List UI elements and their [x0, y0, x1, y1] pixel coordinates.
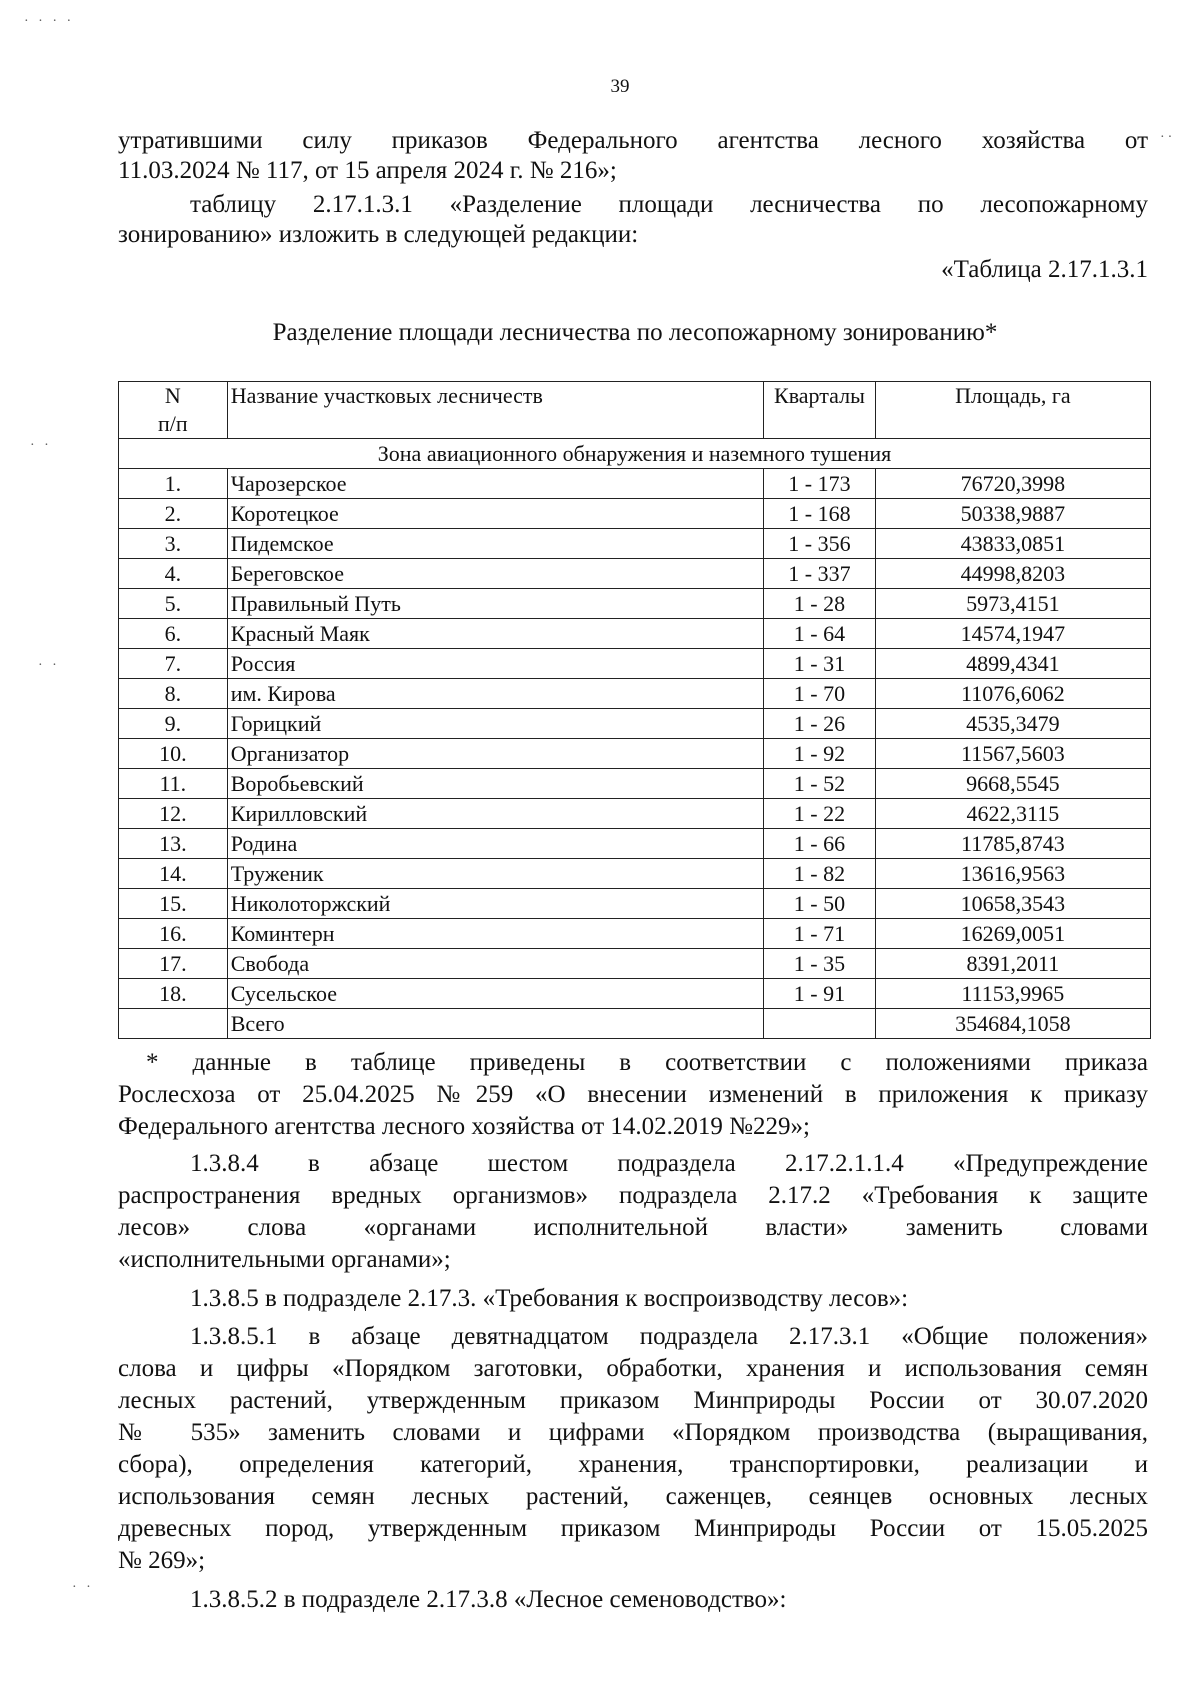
cell-forestry-name: Воробьевский	[227, 769, 763, 799]
table-row	[119, 529, 1151, 559]
cell-number: 6.	[119, 619, 228, 649]
header-name: Название участковых лесничеств	[227, 382, 763, 439]
zone-row	[119, 439, 1151, 469]
paragraph-2: 1.3.8.5 в подразделе 2.17.3. «Требования к воспроизводству лесов»:	[190, 1285, 909, 1312]
cell-quarters: 1 - 22	[764, 799, 876, 829]
paragraph-3-line-5: сбора), определения категорий, хранения, транспортировки, реализации и	[118, 1451, 1148, 1478]
scan-speck: ··	[1160, 130, 1176, 145]
cell-quarters: 1 - 91	[764, 979, 876, 1009]
table-row	[119, 619, 1151, 649]
paragraph-3-line-1: 1.3.8.5.1 в абзаце девятнадцатом подраздела 2.17.3.1 «Общие положения»	[190, 1323, 1148, 1350]
cell-quarters: 1 - 66	[764, 829, 876, 859]
scan-speck: · ·	[30, 438, 52, 453]
cell-forestry-name: Коминтерн	[227, 919, 763, 949]
table-title: Разделение площади лесничества по лесопожарному зонированию*	[272, 319, 998, 346]
table-label: «Таблица 2.17.1.3.1	[941, 256, 1148, 283]
cell-area: 50338,9887	[875, 499, 1150, 529]
scan-speck: · · · ·	[24, 14, 75, 29]
cell-area: 8391,2011	[875, 949, 1150, 979]
cell-quarters: 1 - 35	[764, 949, 876, 979]
cell-forestry-name: Организатор	[227, 739, 763, 769]
zone-title: Зона авиационного обнаружения и наземного тушения	[119, 439, 1151, 469]
cell-area: 4899,4341	[875, 649, 1150, 679]
table-row	[119, 979, 1151, 1009]
cell-number: 12.	[119, 799, 228, 829]
cell-area: 5973,4151	[875, 589, 1150, 619]
paragraph-3-line-7: древесных пород, утвержденным приказом Минприроды России от 15.05.2025	[118, 1515, 1148, 1542]
scan-speck: · ·	[38, 658, 60, 673]
cell-area: 4535,3479	[875, 709, 1150, 739]
cell-forestry-name: Правильный Путь	[227, 589, 763, 619]
intro-line-2: 11.03.2024 № 117, от 15 апреля 2024 г. № 216»;	[118, 157, 617, 184]
cell-area: 9668,5545	[875, 769, 1150, 799]
cell-quarters: 1 - 50	[764, 889, 876, 919]
cell-number: 13.	[119, 829, 228, 859]
cell-number	[119, 1009, 228, 1039]
cell-quarters: 1 - 337	[764, 559, 876, 589]
cell-number: 14.	[119, 859, 228, 889]
cell-forestry-name: Пидемское	[227, 529, 763, 559]
cell-area: 16269,0051	[875, 919, 1150, 949]
paragraph-1-line-1: 1.3.8.4 в абзаце шестом подраздела 2.17.2.1.1.4 «Предупреждение	[190, 1150, 1148, 1177]
cell-area: 4622,3115	[875, 799, 1150, 829]
cell-quarters: 1 - 52	[764, 769, 876, 799]
cell-number: 15.	[119, 889, 228, 919]
cell-forestry-name: Всего	[227, 1009, 763, 1039]
cell-forestry-name: им. Кирова	[227, 679, 763, 709]
cell-number: 11.	[119, 769, 228, 799]
cell-area: 11153,9965	[875, 979, 1150, 1009]
zoning-table	[118, 381, 1151, 1039]
paragraph-3-line-2: слова и цифры «Порядком заготовки, обработки, хранения и использования семян	[118, 1355, 1148, 1382]
cell-number: 9.	[119, 709, 228, 739]
paragraph-4: 1.3.8.5.2 в подразделе 2.17.3.8 «Лесное семеноводство»:	[190, 1586, 787, 1613]
table-row	[119, 829, 1151, 859]
page-number: 39	[610, 76, 630, 97]
table-row	[119, 709, 1151, 739]
cell-number: 7.	[119, 649, 228, 679]
table-row	[119, 739, 1151, 769]
scan-speck: · ·	[72, 1580, 94, 1595]
cell-area: 43833,0851	[875, 529, 1150, 559]
cell-forestry-name: Красный Маяк	[227, 619, 763, 649]
cell-number: 2.	[119, 499, 228, 529]
cell-number: 3.	[119, 529, 228, 559]
table-row	[119, 859, 1151, 889]
cell-forestry-name: Коротецкое	[227, 499, 763, 529]
table-row	[119, 679, 1151, 709]
cell-forestry-name: Горицкий	[227, 709, 763, 739]
cell-forestry-name: Чарозерское	[227, 469, 763, 499]
intro-line-1: утратившими силу приказов Федерального агентства лесного хозяйства от	[118, 127, 1148, 154]
table-row	[119, 919, 1151, 949]
cell-forestry-name: Свобода	[227, 949, 763, 979]
cell-number: 1.	[119, 469, 228, 499]
cell-forestry-name: Россия	[227, 649, 763, 679]
cell-quarters: 1 - 26	[764, 709, 876, 739]
cell-forestry-name: Береговское	[227, 559, 763, 589]
table-row	[119, 799, 1151, 829]
total-row	[119, 1009, 1151, 1039]
paragraph-3-line-3: лесных растений, утвержденным приказом Минприроды России от 30.07.2020	[118, 1387, 1148, 1414]
cell-quarters: 1 - 173	[764, 469, 876, 499]
table-row	[119, 559, 1151, 589]
cell-forestry-name: Родина	[227, 829, 763, 859]
cell-number: 4.	[119, 559, 228, 589]
cell-forestry-name: Труженик	[227, 859, 763, 889]
table-header-row	[119, 382, 1151, 439]
table-row	[119, 469, 1151, 499]
paragraph-3-line-4: № 535» заменить словами и цифрами «Порядком производства (выращивания,	[118, 1419, 1148, 1446]
cell-quarters: 1 - 31	[764, 649, 876, 679]
cell-forestry-name: Сусельское	[227, 979, 763, 1009]
paragraph-1-line-3: лесов» слова «органами исполнительной власти» заменить словами	[118, 1214, 1148, 1241]
cell-forestry-name: Николоторжский	[227, 889, 763, 919]
paragraph-1-line-2: распространения вредных организмов» подраздела 2.17.2 «Требования к защите	[118, 1182, 1148, 1209]
cell-area: 11567,5603	[875, 739, 1150, 769]
table-row	[119, 499, 1151, 529]
cell-area: 11785,8743	[875, 829, 1150, 859]
table-row	[119, 769, 1151, 799]
intro-paragraph-line-2: зонированию» изложить в следующей редакции:	[118, 221, 639, 248]
cell-quarters	[764, 1009, 876, 1039]
table-row	[119, 949, 1151, 979]
footnote-line-3: Федерального агентства лесного хозяйства от 14.02.2019 №229»;	[118, 1113, 810, 1140]
cell-number: 10.	[119, 739, 228, 769]
paragraph-1-line-4: «исполнительными органами»;	[118, 1246, 451, 1273]
cell-number: 8.	[119, 679, 228, 709]
cell-quarters: 1 - 70	[764, 679, 876, 709]
paragraph-3-line-6: использования семян лесных растений, саженцев, сеянцев основных лесных	[118, 1483, 1148, 1510]
header-number-line-1: N	[164, 383, 181, 408]
header-number	[119, 382, 228, 439]
cell-area: 10658,3543	[875, 889, 1150, 919]
table-row	[119, 889, 1151, 919]
cell-number: 18.	[119, 979, 228, 1009]
cell-forestry-name: Кирилловский	[227, 799, 763, 829]
cell-quarters: 1 - 82	[764, 859, 876, 889]
cell-area: 13616,9563	[875, 859, 1150, 889]
intro-paragraph-line-1: таблицу 2.17.1.3.1 «Разделение площади лесничества по лесопожарному	[190, 191, 1148, 218]
header-number-line-2: п/п	[158, 411, 188, 436]
footnote-line-2: Рослесхоза от 25.04.2025 №259 «О внесении изменений в приложения к приказу	[118, 1081, 1148, 1108]
cell-number: 16.	[119, 919, 228, 949]
cell-area: 14574,1947	[875, 619, 1150, 649]
cell-quarters: 1 - 168	[764, 499, 876, 529]
cell-area: 11076,6062	[875, 679, 1150, 709]
cell-area: 44998,8203	[875, 559, 1150, 589]
cell-area: 354684,1058	[875, 1009, 1150, 1039]
cell-area: 76720,3998	[875, 469, 1150, 499]
paragraph-3-line-8: № 269»;	[118, 1547, 206, 1574]
cell-quarters: 1 - 92	[764, 739, 876, 769]
footnote-line-1: * данные в таблице приведены в соответствии с положениями приказа	[146, 1049, 1148, 1076]
cell-number: 5.	[119, 589, 228, 619]
cell-number: 17.	[119, 949, 228, 979]
cell-quarters: 1 - 64	[764, 619, 876, 649]
header-quarters: Кварталы	[764, 382, 876, 439]
header-area: Площадь, га	[875, 382, 1150, 439]
cell-quarters: 1 - 356	[764, 529, 876, 559]
table-row	[119, 649, 1151, 679]
cell-quarters: 1 - 71	[764, 919, 876, 949]
table-row	[119, 589, 1151, 619]
cell-quarters: 1 - 28	[764, 589, 876, 619]
